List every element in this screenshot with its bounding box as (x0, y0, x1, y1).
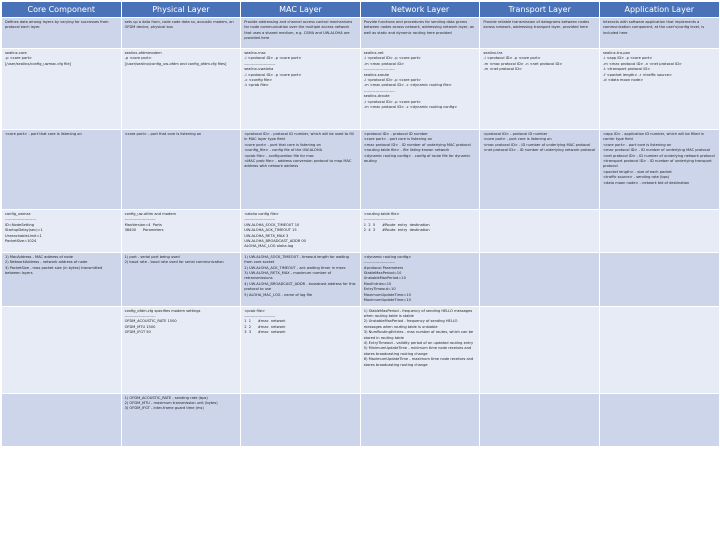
cell-network-layer (360, 393, 480, 446)
protocol-stack-table (1, 1, 720, 447)
cell-application-layer (599, 393, 719, 446)
table-body (2, 18, 720, 447)
table-row-config-parameters (2, 252, 720, 306)
table-row-description (2, 18, 720, 49)
cell-application-layer (599, 252, 719, 306)
header-transport-layer: Transport Layer (480, 2, 600, 18)
cell-network-layer: <protocol ID> - protocol ID number <core port> - port core is listening on <mac protocol ID> - ID number of underlying MAC protocol <routing table file> - file listing known network <dynamic routing config> - config of route file for dynamic routing (360, 130, 480, 210)
cell-physical-layer: sealinx-ofdmmodem -p <core port> [/user/sealinx/config_uw-ofdm and config_ofdm.cfg files] (121, 49, 241, 130)
cell-mac-layer: <prob file> ------------------------ 1 1 #mac network 2 2 #mac network 3 3 #mac network (241, 306, 361, 393)
cell-transport-layer (480, 306, 600, 393)
cell-mac-layer: <aloha config file> ------------------------ UW-ALOHA_SOCK_TIMEOUT 10 UW-ALOHA_ACK_TIMEOUT 15 UW-ALOHA_RETX_MAX 3 UW-ALOHA_BROADCAST_ADDR 00 ALOHA_MAC_LOG aloha.log (241, 210, 361, 253)
cell-physical-layer: config_ofdm.cfg specifies modem settings ------------------------ OFDM_ACOUSTIC_RATE 1500 OFDM_MTU 1500 OFDM_IFGT 50 (121, 306, 241, 393)
cell-transport-layer (480, 210, 600, 253)
cell-network-layer: sealinx-net -i <protocol ID> -p <core port> -m <mac protocol ID> ------------------------ sealinx-sroute -i <protocol ID> -p <core port> -m <mac protocol ID> -c <dynamic routing file> ------------------------ sealinx-droute -i <protocol ID> -p <core port> -m <mac protocol ID> -c <dynamic routing config> (360, 49, 480, 130)
cell-physical-layer: <core port> - port that core is listening on (121, 130, 241, 210)
cell-application-layer (599, 306, 719, 393)
header-core-component: Core Component (2, 2, 122, 18)
table-row-extra-config (2, 306, 720, 393)
cell-core-component: Defines data among layers by varying for successes from protocol each layer. (2, 18, 122, 49)
cell-core-component: config_uwmac ------------------------ ID=NodeSetting StartupDelay(sec)=1 UnreachableLimit=1 PacketSize=1024 (2, 210, 122, 253)
cell-core-component: <core port> - port that core is listening on (2, 130, 122, 210)
cell-physical-layer: 1) port - serial port being used 2) baud rate - baud rate used for serial communication (121, 252, 241, 306)
header-mac-layer: MAC Layer (241, 2, 361, 18)
cell-mac-layer: 1) UW-ALOHA_SOCK_TIMEOUT - timeout length for waiting from core socket 2) UW-ALOHA_ACK_TIMEOUT - ack waiting timer in msec 3) UW-ALOHA_RETX_MAX - maximum number of retransmissions 4) UW-ALOHA_BROADCAST_ADDR - broadcast address for this protocol to use 5) ALOHA_MAC_LOG - name of log file (241, 252, 361, 306)
header-application-layer: Application Layer (599, 2, 719, 18)
cell-mac-layer: Provide addressing and channel access control mechanisms for node communication over the multiple access network that uses a shared medium, e.g. CSMA and UW-ALOHA are provided here (241, 18, 361, 49)
cell-transport-layer (480, 393, 600, 446)
header-row (2, 2, 720, 18)
cell-transport-layer: <protocol ID> - protocol ID number <core port> - port core is listening on <mac protocol ID> - ID number of underlying MAC protocol <net protocol ID> - ID number of underlying network protocol (480, 130, 600, 210)
cell-network-layer: <dynamic routing config> ------------------------ #protocol Parameters StableMaxPeriod=10 UnstableMaxPeriod=10 MaxEntries=10 EntryTimeout=10 MaximumUpdateTime=10 MaximumUpdateTime=10 (360, 252, 480, 306)
table-header (2, 2, 720, 18)
cell-core-component: sealinx-core -p <core port> [/user/sealinx/config_uwmac.cfg file] (2, 49, 122, 130)
cell-core-component (2, 393, 122, 446)
cell-physical-layer: config_uw-ofdm and modem ------------------------ MaxVersion=4 Ports 38400 Parameters (121, 210, 241, 253)
cell-network-layer: Provide functions and procedures for sending data grams between nodes across network, addressing network layer, as well as static and dynamic routing here provided (360, 18, 480, 49)
cell-network-layer: <routing table file> ------------------------ 1 2 5 #Route entry destination 2 4 3 #Route entry destination (360, 210, 480, 253)
cell-physical-layer: sets up a data from, code code data sx, acoustic modem, an OFDM device, physical bus (121, 18, 241, 49)
cell-application-layer: sealinx-tra-pan -i <app ID> -p <core port> -m <mac protocol ID> -n <net protocol ID> -t <transport protocol ID> -f <packet length> -r <traffic source> -d <data moon node> (599, 49, 719, 130)
table-row-config-files (2, 210, 720, 253)
cell-mac-layer: <protocol ID> - protocol ID number, which will be used to fill in MAC layer type field <core port> - port that core is listening on <config_file> - config file of the UW-ALOHA <prob file> - configuration file for mac <MAC prob file> - address conversion protocol to map MAC address with network address (241, 130, 361, 210)
cell-physical-layer: 1) OFDM_ACOUSTIC_RATE - sending rate (bps) 2) OFDM_MTU - maximum transmission unit (bytes) 3) OFDM_IFGT - inter-frame guard time (ms) (121, 393, 241, 446)
cell-application-layer: <app ID> - application ID number, which will be filled in carrier type field <core port> - port core is listening on <mac protocol ID> - ID number of underlying MAC protocol <net protocol ID> - ID number of underlying network protocol <transport protocol ID> - ID number of underlying transport protocol <packet length> - size of each packet <traffic source> - sending rate (bps) <data moon node> - network bid of destination (599, 130, 719, 210)
cell-core-component: 1) MacAddress - MAC address of node 2) NetworkAddress - network address of node 3) PacketSize - max packet size (in bytes) transmitted between layers (2, 252, 122, 306)
cell-network-layer: 1) StableMaxPeriod - frequency of sending HELLO messages when routing table is stable 2) UnstableMaxPeriod - frequency of sending HELLO messages when routing table is unstable 3) NumRoutingEntries - max number of routes, which can be stored in routing table 4) EntryTimeout - validity period of an updated routing entry 5) MinimumUpdateTime - minimum time node receives and stores broadcasting routing change 6) MaximumUpdateTime - maximum time node receives and stores broadcasting routing change (360, 306, 480, 393)
cell-mac-layer (241, 393, 361, 446)
table-row-extra-parameters (2, 393, 720, 446)
cell-transport-layer: sealinx-tra -i <protocol ID> -p <core port> -m <mac protocol ID> -n <net protocol ID> -m <net protocol ID> (480, 49, 600, 130)
cell-transport-layer: Provide reliable transmission of datagrams between nodes across network, addressing transport layer, provided here (480, 18, 600, 49)
header-network-layer: Network Layer (360, 2, 480, 18)
header-physical-layer: Physical Layer (121, 2, 241, 18)
cell-core-component (2, 306, 122, 393)
table-row-commands (2, 49, 720, 130)
cell-mac-layer: sealinx-mac -i <protocol ID> -p <core port> ------------------------ sealinx-uwaloha -i <protocol ID> -p <core port> -c <config file> -t <prob file> (241, 49, 361, 130)
table-row-arguments (2, 130, 720, 210)
cell-application-layer (599, 210, 719, 253)
cell-application-layer: Interacts with software application that implements a communication component, at the user's/config level, is included here (599, 18, 719, 49)
cell-transport-layer (480, 252, 600, 306)
